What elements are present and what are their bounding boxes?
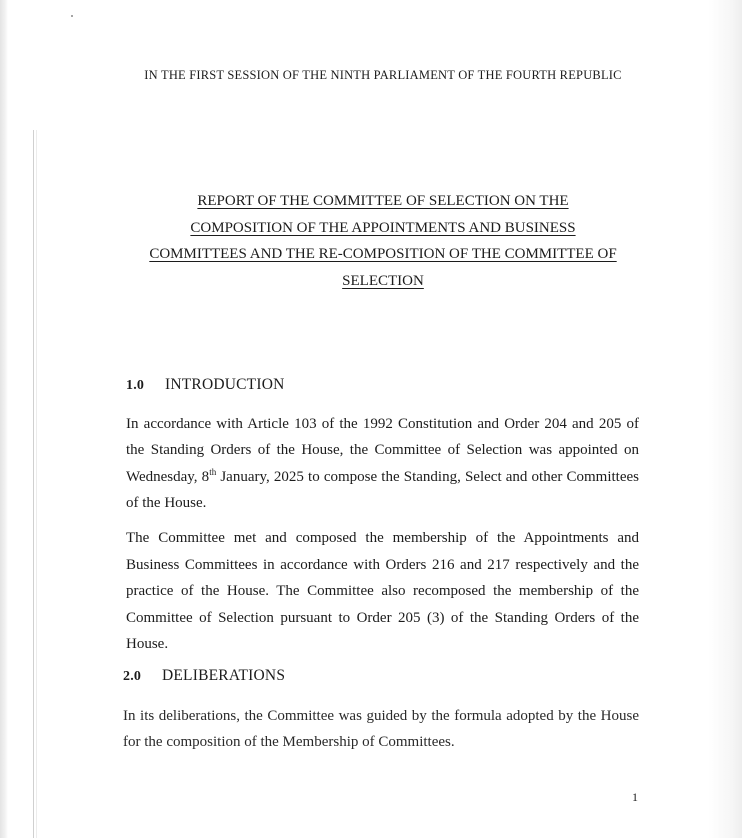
- page-number: 1: [632, 790, 638, 804]
- section-number: 1.0: [126, 378, 145, 393]
- scan-left-edge: [0, 0, 8, 838]
- report-title-line: SELECTION: [342, 273, 424, 290]
- introduction-paragraph-2: The Committee met and composed the membership of the Appointments and Business Committees in accordance with Orders 216 and 217 respectively and the practice of the House. The Committee also recomposed the membership of the Committee of Selection pursuant to Order 205 (3) of the Standing Orders of the House.: [126, 530, 639, 653]
- section-heading-introduction: [126, 376, 285, 394]
- section-title: INTRODUCTION: [165, 376, 285, 393]
- section-number: 2.0: [123, 669, 142, 684]
- scan-speck: [71, 15, 73, 17]
- report-title: [120, 188, 646, 295]
- report-title-line: COMPOSITION OF THE APPOINTMENTS AND BUSINESS: [190, 219, 576, 236]
- introduction-paragraph-1: In accordance with Article 103 of the 1992 Constitution and Order 204 and 205 of the Standing Orders of the House, the Committee of Selection was appointed on Wednesday, 8th January, 2025 to compose the Standing, Select and other Committees of the House.: [126, 416, 639, 512]
- scan-artifact-line: [36, 130, 37, 838]
- ordinal-suffix: th: [209, 466, 217, 477]
- scan-artifact-line: [33, 130, 34, 838]
- section-title: DELIBERATIONS: [162, 667, 286, 684]
- report-title-line: COMMITTEES AND THE RE-COMPOSITION OF THE COMMITTEE OF: [149, 246, 617, 263]
- session-heading: IN THE FIRST SESSION OF THE NINTH PARLIAMENT OF THE FOURTH REPUBLIC: [144, 68, 622, 82]
- report-title-line: REPORT OF THE COMMITTEE OF SELECTION ON THE: [197, 193, 569, 209]
- deliberations-paragraph: In its deliberations, the Committee was guided by the formula adopted by the House for the composition of the Membership of Committees.: [123, 708, 639, 751]
- scan-right-edge: [708, 0, 742, 838]
- section-heading-deliberations: [123, 667, 285, 685]
